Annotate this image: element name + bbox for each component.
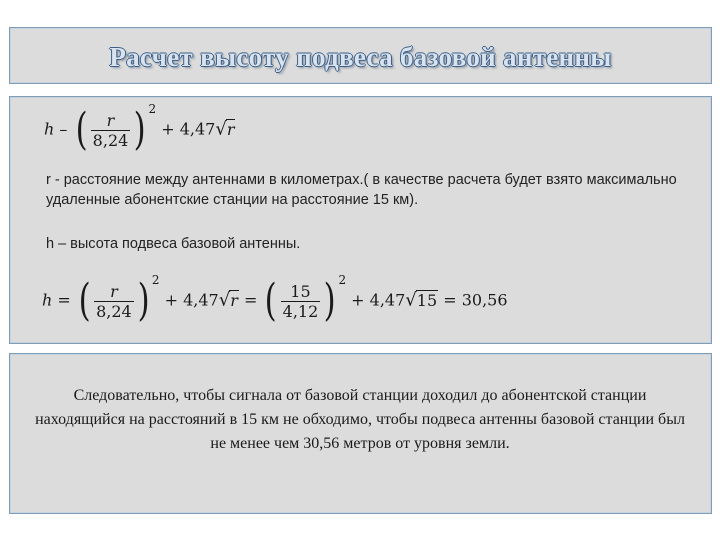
exponent: 2 [148, 102, 157, 116]
fraction-numerator: 15 [290, 281, 311, 301]
height-formula [44, 102, 235, 155]
fraction-denominator: 8,24 [96, 301, 132, 321]
radicand: r [230, 290, 238, 310]
fraction [91, 111, 131, 150]
right-paren: ) [323, 275, 336, 326]
coefficient-term: + 4,47 [351, 290, 406, 310]
formula-lhs: h [44, 119, 55, 139]
fraction [281, 282, 321, 321]
coefficient-term: + 4,47 [164, 290, 219, 310]
right-paren: ) [133, 104, 146, 155]
left-paren: ( [75, 104, 88, 155]
formula-lhs: h [42, 290, 53, 310]
h-description: h – высота подвеса базовой антенны. [46, 236, 301, 252]
sqrt-icon: √ [218, 289, 231, 311]
fraction-numerator: r [106, 110, 115, 130]
formula-operator: – [59, 119, 68, 139]
equals-sign: = [57, 290, 71, 310]
calculation-formula [42, 273, 508, 326]
title-panel [9, 27, 712, 84]
radicand: 15 [416, 290, 438, 310]
coefficient-term: + 4,47 [161, 119, 216, 139]
exponent: 2 [151, 273, 160, 287]
radicand: r [226, 119, 235, 139]
fraction-numerator: r [110, 281, 118, 301]
left-paren: ( [265, 275, 278, 326]
right-paren: ) [137, 275, 150, 326]
slide-title: Расчет высоту подвеса базовой антенны [109, 42, 612, 72]
exponent: 2 [338, 273, 347, 287]
fraction-denominator: 4,12 [282, 301, 319, 321]
conclusion-text: Следовательно, чтобы сигнала от базовой станции доходил до абонентской станции находящийся на расстояний в 15 км не обходимо, чтобы подвеса антенны базовой станции был не менее чем 30,56 метров от уровня земли. [35, 387, 685, 452]
equals-sign: = [243, 290, 258, 310]
fraction-denominator: 8,24 [92, 130, 129, 150]
left-paren: ( [78, 275, 91, 326]
r-description: r - расстояние между антеннами в километрах.( в качестве расчета будет взято максимально удаленные абонентские станции на расстояние 15 км). [46, 172, 677, 208]
sqrt-icon: √ [405, 289, 417, 311]
sqrt-icon: √ [215, 118, 227, 140]
equals-sign: = [443, 290, 457, 310]
fraction [94, 282, 134, 321]
result-value: 30,56 [461, 290, 508, 310]
